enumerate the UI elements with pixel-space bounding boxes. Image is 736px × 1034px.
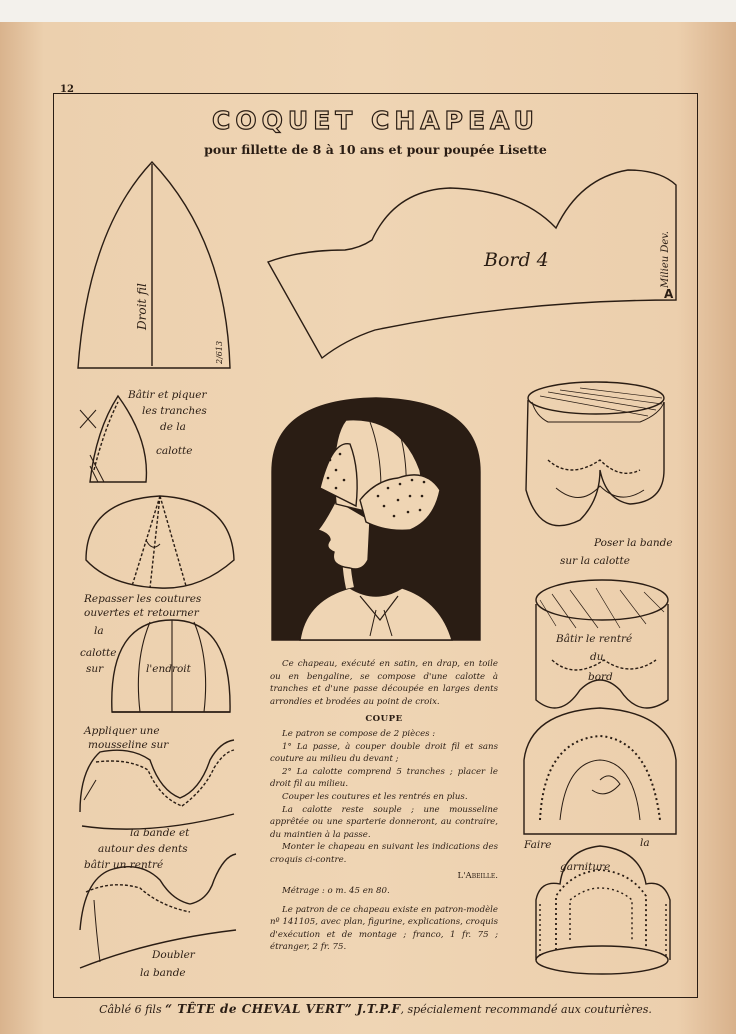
step2-label-line6: l'endroit <box>146 663 191 675</box>
rstep3-label-line3: garniture <box>560 861 611 873</box>
step-apply-mousseline-sketch <box>80 740 234 829</box>
step2-label-line5: sur <box>86 663 104 675</box>
intro-paragraph: Ce chapeau, exécuté en satin, en drap, en toile ou en bengaline, se compose d'une calotte à tranches et d'une passe découpée en larges dents arrondies et brodées au point de croix. <box>270 659 498 707</box>
step4-label-line1: la bande et <box>130 827 190 839</box>
rstep2-label-line1: Bâtir le rentré <box>556 633 633 645</box>
calotte-grain-label: Droit fil <box>135 283 149 330</box>
author-signature: L'Abeille. <box>457 870 498 881</box>
bord-pattern-piece <box>268 170 676 358</box>
step3-label-line2: mousseline sur <box>88 739 169 751</box>
rstep3-label-line2: la <box>640 837 650 849</box>
paragraph-calotte: La calotte reste souple ; une mousseline apprêtée ou une sparterie donneront, au contraire, du maintien à la passe. <box>270 804 498 840</box>
step2-label-line2: ouvertes et retourner <box>84 607 199 619</box>
step-attach-band-sketch <box>526 382 664 526</box>
milieu-label: Milieu Dev. <box>660 231 671 288</box>
patron-paragraph: Le patron de ce chapeau existe en patron-modèle nº 141105, avec plan, figurine, explications, croquis d'exécution et de montage ; franco, 1 fr. 75 ; étranger, 2 fr. 75. <box>270 904 498 953</box>
step4-label-line2: autour des dents <box>98 843 188 855</box>
step2-label-line4: calotte <box>80 647 117 659</box>
advert-footer <box>53 1002 698 1016</box>
calotte-code: 2/613 <box>215 340 224 364</box>
step1-label-line3: de la <box>160 421 186 433</box>
paragraph-seams: Couper les coutures et les rentrés en plus. <box>282 791 468 802</box>
step-press-seams-sketch <box>86 496 234 588</box>
rstep2-label-line3: bord <box>588 671 613 683</box>
rstep3-label-line1: Faire <box>524 839 552 851</box>
coupe-item-1: 1° La passe, à couper double droit fil et sans couture au milieu du devant ; <box>270 741 498 765</box>
calotte-pattern-piece <box>78 162 230 368</box>
step1-label-line2: les tranches <box>142 405 207 417</box>
bord-label: Bord 4 <box>484 249 549 271</box>
step2-label-line1: Repasser les coutures <box>84 593 202 605</box>
step4-label-line3: bâtir un rentré <box>84 859 164 871</box>
footer-brand: “ TÊTE de CHEVAL VERT” J.T.P.F <box>165 1002 401 1016</box>
step-sew-slices-sketch <box>80 396 146 482</box>
metrage-line: Métrage : o m. 45 en 80. <box>282 886 390 897</box>
rstep2-label-line2: du <box>590 651 604 663</box>
step5-label-line2: la bande <box>140 967 186 979</box>
coupe-heading: COUPE <box>365 714 403 725</box>
step5-label-line1: Doubler <box>152 949 195 961</box>
step2-label-line3: la <box>94 625 104 637</box>
paragraph-assembly: Monter le chapeau en suivant les indications des croquis ci-contre. <box>270 842 498 865</box>
footer-pre: Câblé 6 fils <box>99 1003 162 1016</box>
milieu-letter: A <box>664 287 674 301</box>
page-title: COQUET CHAPEAU <box>212 106 539 135</box>
rstep1-label-line2: sur la calotte <box>560 555 630 567</box>
step3-label-line1: Appliquer une <box>84 725 160 737</box>
footer-post: , spécialement recommandé aux couturières. <box>400 1003 652 1016</box>
step-cross-stitch-band-sketch <box>524 708 676 834</box>
girl-portrait-medallion <box>272 398 480 640</box>
coupe-item-2: 2° La calotte comprend 5 tranches ; placer le droit fil au milieu. <box>270 766 498 790</box>
step1-label-line4: calotte <box>156 445 193 457</box>
page-subtitle: pour fillette de 8 à 10 ans et pour poupée Lisette <box>204 142 547 157</box>
rstep1-label-line1: Poser la bande <box>594 537 673 549</box>
step1-label-line1: Bâtir et piquer <box>128 389 207 401</box>
page-number: 12 <box>60 84 74 95</box>
article-text <box>270 658 498 954</box>
coupe-intro: Le patron se compose de 2 pièces : <box>282 728 436 739</box>
